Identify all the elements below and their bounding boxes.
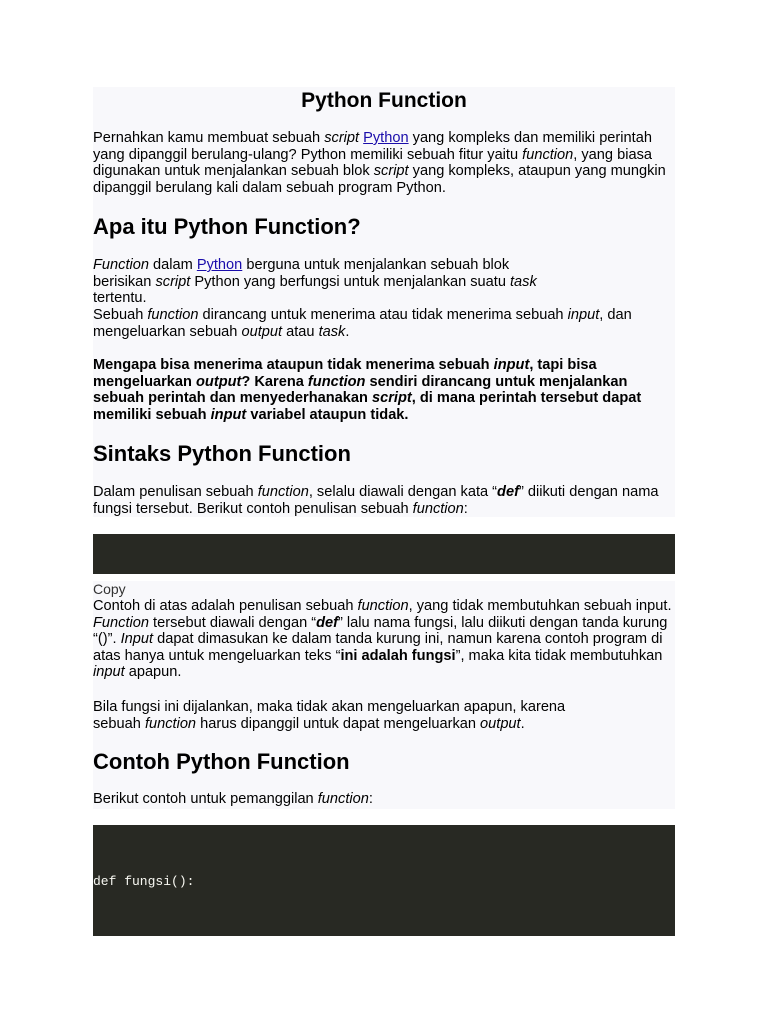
copy-button[interactable]: Copy: [93, 581, 126, 597]
code-block-example: [93, 825, 675, 936]
page-title: Python Function: [301, 89, 467, 112]
section-heading-apa-itu: Apa itu Python Function?: [93, 214, 361, 239]
section-heading-sintaks: Sintaks Python Function: [93, 441, 351, 466]
s1-paragraph-1: Function dalam Python berguna untuk menjalankan sebuah blok berisikan script Python yang berfungsi untuk menjalankan suatu task tertentu.: [93, 257, 537, 307]
code-block-syntax: [93, 534, 675, 574]
intro-paragraph: Pernahkan kamu membuat sebuah script Python yang kompleks dan memiliki perintah yang dipanggil berulang-ulang? Python memiliki sebuah fitur yaitu function, yang biasa digunakan untuk menjalankan sebuah blok script yang kompleks, ataupun yang mungkin dipanggil berulang kali dalam sebuah program Python.: [93, 130, 666, 196]
section-heading-contoh: Contoh Python Function: [93, 749, 350, 774]
s1-paragraph-2: Sebuah function dirancang untuk menerima atau tidak menerima sebuah input, dan mengeluarkan sebuah output atau task.: [93, 307, 632, 340]
code-line: def fungsi():: [93, 874, 195, 889]
s2-paragraph-1: Dalam penulisan sebuah function, selalu diawali dengan kata “def” diikuti dengan nama fungsi tersebut. Berikut contoh penulisan sebuah function:: [93, 484, 659, 517]
python-link[interactable]: Python: [363, 130, 409, 146]
s2-paragraph-3: Bila fungsi ini dijalankan, maka tidak akan mengeluarkan apapun, karena sebuah function harus dipanggil untuk dapat mengeluarkan output.: [93, 699, 566, 732]
s3-paragraph-1: Berikut contoh untuk pemanggilan function:: [93, 791, 373, 807]
python-link-2[interactable]: Python: [196, 257, 243, 273]
s2-paragraph-2: Contoh di atas adalah penulisan sebuah function, yang tidak membutuhkan sebuah input. Function tersebut diawali dengan “def” lalu nama fungsi, lalu diikuti dengan tanda kurung “()”. Input dapat dimasukan ke dalam tanda kurung ini, namun karena contoh program di atas hanya untuk mengeluarkan teks “ini adalah fungsi”, maka kita tidak membutuhkan input apapun.: [93, 598, 672, 681]
s1-paragraph-3-bold: Mengapa bisa menerima ataupun tidak menerima sebuah input, tapi bisa mengeluarkan output? Karena function sendiri dirancang untuk menjalankan sebuah perintah dan menyederhanakan script, di mana perintah tersebut dapat memiliki sebuah input variabel ataupun tidak.: [93, 357, 642, 423]
